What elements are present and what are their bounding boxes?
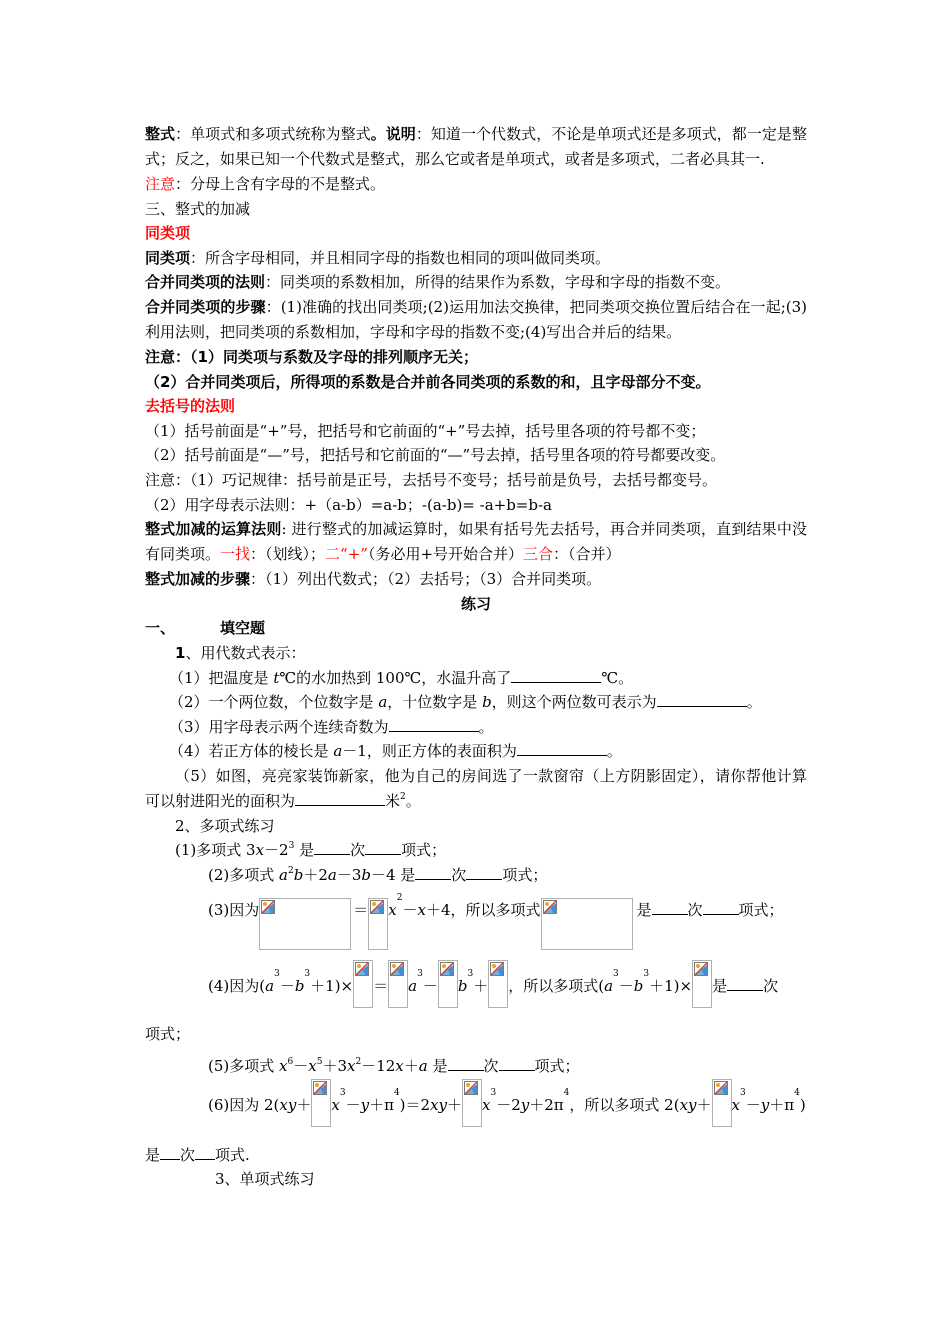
image-placeholder-icon <box>464 1081 478 1095</box>
question-2: 2、多项式练习 <box>175 816 275 835</box>
image-placeholder <box>353 960 373 1008</box>
image-placeholder <box>311 1079 331 1127</box>
term-zhengshi: 整式 <box>145 125 176 143</box>
question-2-4: (4)因为( a 3 － b 3 ＋1)× ＝ a 3 － b 3 ＋ ，所以多项式( a 3 － b 3 ＋1)× 是 次 <box>145 960 807 1018</box>
image-placeholder <box>259 898 351 950</box>
answer-blank[interactable] <box>703 898 739 915</box>
question-1-2: （2）一个两位数，个位数字是 a，十位数字是 b，则这个两位数可表示为 。 <box>145 690 807 715</box>
answer-blank[interactable] <box>295 789 385 806</box>
question-2-5: (5)多项式 $x^6-x^5+3x^2-12x+a$ 是 次 项式； <box>145 1054 807 1079</box>
image-placeholder-icon <box>390 962 404 976</box>
question-3: 3、单项式练习 <box>215 1170 315 1189</box>
image-placeholder <box>712 1079 732 1127</box>
document-body <box>145 122 807 1192</box>
question-2-3: (3)因为 ＝ x 2 － x ＋4，所以多项式 是 次 项式； <box>145 888 807 960</box>
heading-quguohao: 去括号的法则 <box>145 397 236 416</box>
answer-blank[interactable] <box>365 838 401 855</box>
image-placeholder-icon <box>490 962 504 976</box>
answer-blank[interactable] <box>195 1143 215 1160</box>
answer-blank[interactable] <box>511 666 601 683</box>
question-1-3: （3）用字母表示两个连续奇数为 。 <box>145 715 807 740</box>
image-placeholder <box>462 1079 482 1127</box>
image-placeholder-icon <box>440 962 454 976</box>
image-placeholder-icon <box>714 1081 728 1095</box>
answer-blank[interactable] <box>448 1054 484 1071</box>
rule-quguohao-1: （1）括号前面是“+”号，把括号和它前面的“+”号去掉，括号里各项的符号都不变； <box>145 421 706 440</box>
image-placeholder-icon <box>370 900 384 914</box>
answer-blank[interactable] <box>314 838 350 855</box>
image-placeholder <box>541 898 633 950</box>
image-placeholder <box>438 960 458 1008</box>
answer-blank[interactable] <box>652 898 688 915</box>
answer-blank[interactable] <box>517 739 607 756</box>
answer-blank[interactable] <box>657 690 747 707</box>
image-placeholder <box>388 960 408 1008</box>
answer-blank[interactable] <box>389 715 479 732</box>
rule-hebing: 合并同类项的法则：同类项的系数相加，所得的结果作为系数，字母和字母的指数不变。 <box>145 273 731 292</box>
answer-blank[interactable] <box>727 974 763 991</box>
question-1: 1、用代数式表示： <box>175 643 306 662</box>
question-2-4-cont: 项式； <box>145 1024 191 1043</box>
image-placeholder-icon <box>261 900 275 914</box>
answer-blank[interactable] <box>160 1143 180 1160</box>
note-quguohao-1: 注意：（1）巧记规律：括号前是正号，去括号不变号；括号前是负号，去括号都变号。 <box>145 470 718 489</box>
question-2-1: (1)多项式 $3x-2^3$ 是 次 项式； <box>145 838 807 863</box>
heading-tongleixiang: 同类项 <box>145 224 191 243</box>
answer-blank[interactable] <box>415 863 451 880</box>
steps-jiajian: 整式加减的步骤：（1）列出代数式；（2）去括号；（3）合并同类项。 <box>145 570 602 589</box>
question-1-4: （4）若正方体的棱长是 a－1，则正方体的表面积为 。 <box>145 739 807 764</box>
def-tongleixiang: 同类项：所含字母相同，并且相同字母的指数也相同的项叫做同类项。 <box>145 248 611 267</box>
image-placeholder <box>692 960 712 1008</box>
question-1-5: （5）如图，亮亮家装饰新家，他为自己的房间选了一款窗帘（上方阴影固定），请你帮他计算可以射进阳光的面积为 米$^2$。 <box>145 766 807 810</box>
image-placeholder-icon <box>313 1081 327 1095</box>
section-fill-blank: 一、 填空题 <box>145 619 266 638</box>
image-placeholder <box>488 960 508 1008</box>
section-heading-3: 三、整式的加减 <box>145 199 251 218</box>
paragraph-zhengshi: 整式：单项式和多项式统称为整式。说明：知道一个代数式，不论是单项式还是多项式，都一定是整式；反之，如果已知一个代数式是整式，那么它或者是单项式，或者是多项式，二者必具其一. <box>145 125 807 168</box>
image-placeholder <box>368 898 388 950</box>
rule-quguohao-2: （2）括号前面是“—”号，把括号和它前面的“—”号去掉，括号里各项的符号都要改变。 <box>145 446 726 465</box>
note-1: 注意：（1）同类项与系数及字母的排列顺序无关； <box>145 347 478 366</box>
exercise-title: 练习 <box>460 594 491 613</box>
note-fenmu: 注意：分母上含有字母的不是整式。 <box>145 175 386 193</box>
question-2-6-cont: 是 次 项式. <box>145 1143 807 1168</box>
question-2-6: (6)因为 2( xy ＋ x 3 － y ＋π 4 )＝2 xy ＋ x 3 －2 y ＋2π 4 ，所以多项式 2( xy ＋ x 3 － y ＋π 4 ) <box>145 1079 807 1133</box>
image-placeholder-icon <box>543 900 557 914</box>
image-placeholder-icon <box>355 962 369 976</box>
rule-jiajian: 整式加减的运算法则: 进行整式的加减运算时，如果有括号先去括号，再合并同类项，直到结果中没有同类项。一找：（划线）；二“+”（务必用+号开始合并）三合：（合并） <box>145 520 807 564</box>
note-quguohao-2: （2）用字母表示法则：+（a-b）=a-b；-(a-b)= -a+b=b-a <box>145 495 552 514</box>
question-2-2: (2)多项式 $a^2b+2a-3b-4$ 是 次 项式； <box>145 863 807 888</box>
note-2: （2）合并同类项后，所得项的系数是合并前各同类项的系数的和，且字母部分不变。 <box>145 372 711 391</box>
steps-hebing: 合并同类项的步骤：(1)准确的找出同类项;(2)运用加法交换律，把同类项交换位置后结合在一起;(3)利用法则，把同类项的系数相加，字母和字母的指数不变;(4)写出合并后的结果。 <box>145 297 807 341</box>
answer-blank[interactable] <box>499 1054 535 1071</box>
question-1-1: （1）把温度是 t℃的水加热到 100℃，水温升高了 ℃。 <box>145 666 807 691</box>
image-placeholder-icon <box>694 962 708 976</box>
answer-blank[interactable] <box>466 863 502 880</box>
